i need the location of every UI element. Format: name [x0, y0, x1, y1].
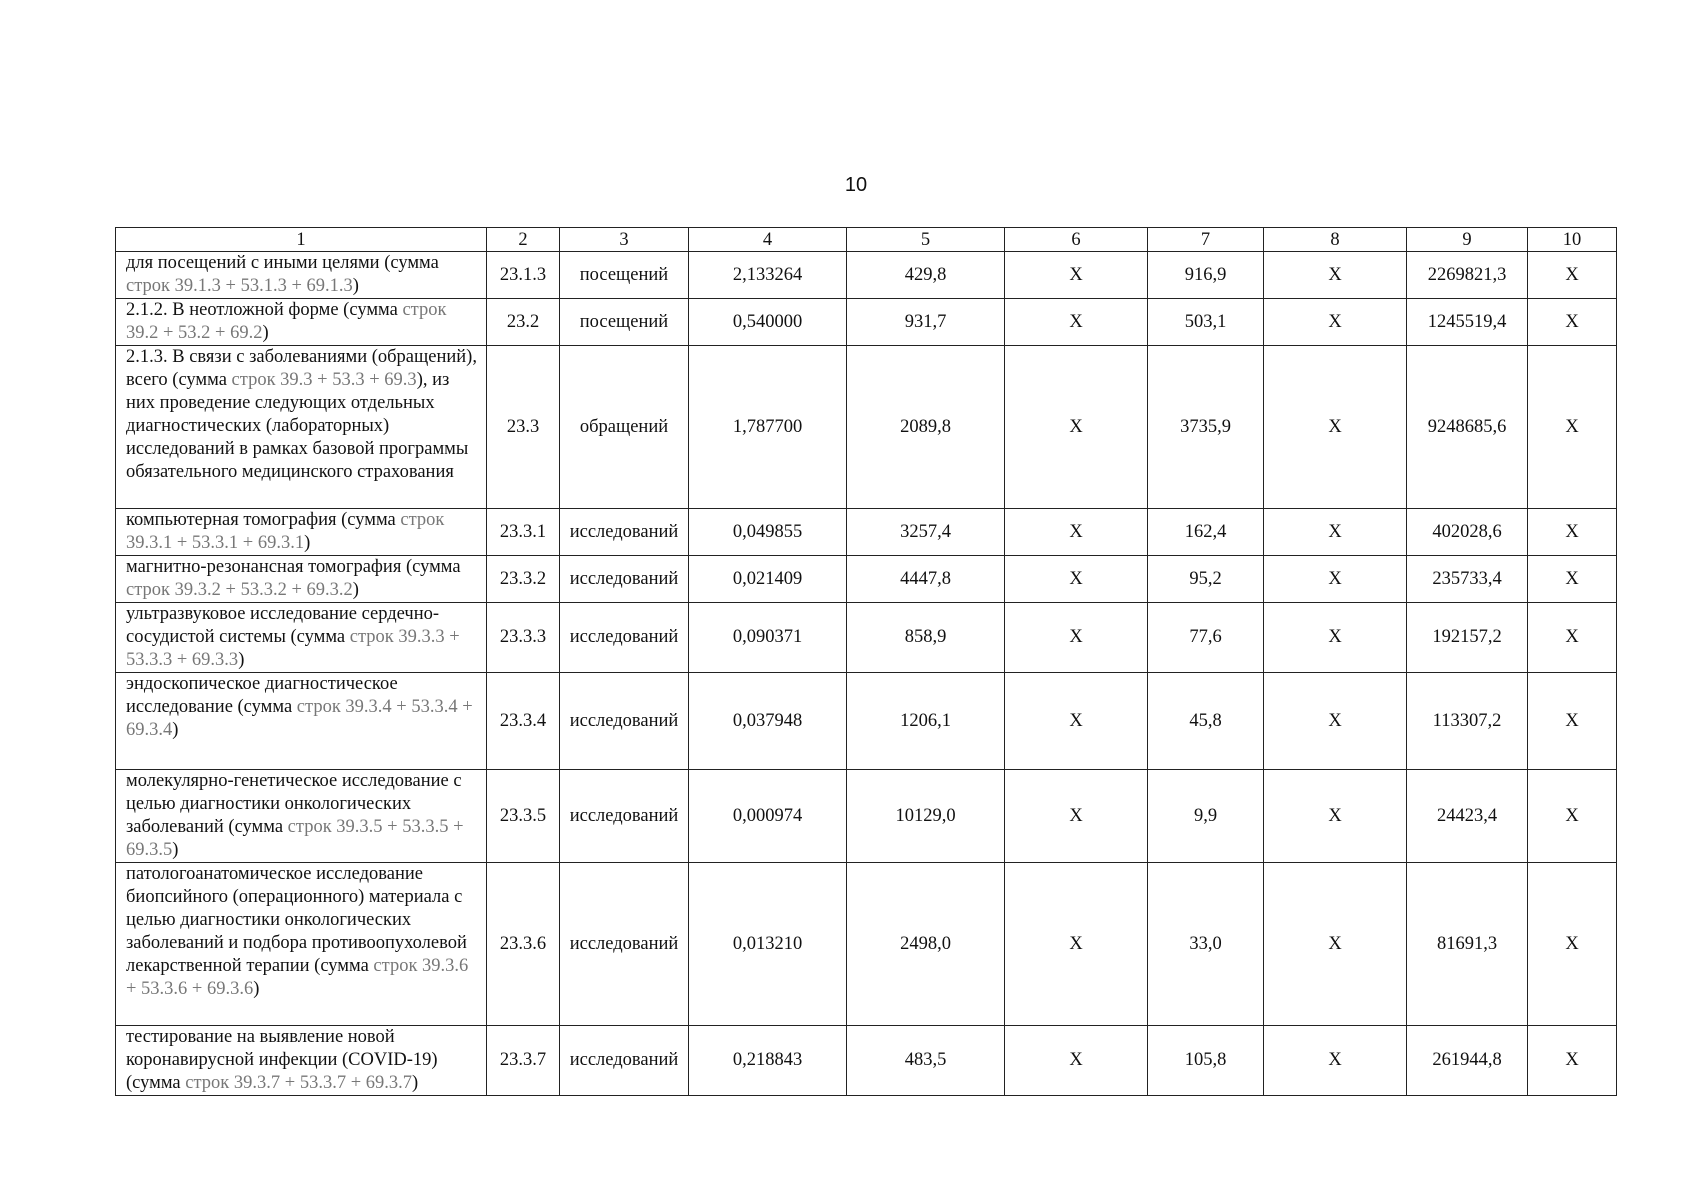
row-unit-cell: исследований: [560, 603, 689, 673]
row-value-col6: X: [1005, 252, 1148, 299]
row-value-col10: X: [1528, 346, 1617, 509]
row-value-col8: X: [1264, 299, 1407, 346]
row-value-col7: 3735,9: [1148, 346, 1264, 509]
row-value-col7: 77,6: [1148, 603, 1264, 673]
row-value-col5: 2498,0: [847, 863, 1005, 1026]
row-label-ref: строк 39.3.3 + 53.3.3 + 69.3.3: [126, 627, 460, 670]
row-label-cell: [116, 252, 487, 299]
table-row: [116, 1026, 1617, 1096]
row-label-ref: строк 39.3 + 53.3 + 69.3: [231, 370, 417, 390]
row-value-col10: X: [1528, 770, 1617, 863]
table-row: [116, 556, 1617, 603]
row-label-cell: [116, 863, 487, 1026]
row-label-text: ): [352, 580, 359, 600]
row-label-text: ): [172, 720, 179, 740]
row-label-text: молекулярно-генетическое исследование с целью диагностики онкологических заболеваний (сумма: [126, 771, 462, 837]
row-value-col7: 45,8: [1148, 673, 1264, 770]
column-header: 8: [1264, 228, 1407, 252]
row-label-cell: [116, 603, 487, 673]
column-header: 6: [1005, 228, 1148, 252]
row-value-col10: X: [1528, 556, 1617, 603]
row-value-col4: 0,049855: [689, 509, 847, 556]
row-code-cell: 23.1.3: [487, 252, 560, 299]
row-value-col5: 1206,1: [847, 673, 1005, 770]
row-label-text: для посещений с иными целями (сумма: [126, 253, 439, 273]
row-value-col4: 0,000974: [689, 770, 847, 863]
row-value-col5: 4447,8: [847, 556, 1005, 603]
row-value-col7: 33,0: [1148, 863, 1264, 1026]
column-header: 9: [1407, 228, 1528, 252]
row-value-col8: X: [1264, 770, 1407, 863]
row-unit-cell: обращений: [560, 346, 689, 509]
row-value-col5: 2089,8: [847, 346, 1005, 509]
row-code-cell: 23.3: [487, 346, 560, 509]
row-value-col9: 261944,8: [1407, 1026, 1528, 1096]
row-value-col6: X: [1005, 673, 1148, 770]
row-value-col6: X: [1005, 556, 1148, 603]
row-value-col10: X: [1528, 863, 1617, 1026]
row-value-col4: 2,133264: [689, 252, 847, 299]
row-value-col7: 503,1: [1148, 299, 1264, 346]
row-label-text: магнитно-резонансная томография (сумма: [126, 557, 461, 577]
row-value-col6: X: [1005, 863, 1148, 1026]
column-header: 3: [560, 228, 689, 252]
table-row: [116, 299, 1617, 346]
row-label-text: ): [412, 1073, 419, 1093]
row-value-col4: 0,013210: [689, 863, 847, 1026]
row-label-cell: [116, 556, 487, 603]
row-unit-cell: исследований: [560, 556, 689, 603]
row-label-text: ): [304, 533, 311, 553]
row-value-col6: X: [1005, 603, 1148, 673]
row-value-col6: X: [1005, 770, 1148, 863]
table-row: [116, 603, 1617, 673]
row-label-ref: строк 39.3.7 + 53.3.7 + 69.3.7: [185, 1073, 413, 1093]
row-value-col9: 24423,4: [1407, 770, 1528, 863]
row-code-cell: 23.3.5: [487, 770, 560, 863]
row-value-col6: X: [1005, 346, 1148, 509]
row-value-col5: 483,5: [847, 1026, 1005, 1096]
row-code-cell: 23.3.6: [487, 863, 560, 1026]
row-label-text: тестирование на выявление новой коронавирусной инфекции (COVID-19) (сумма: [126, 1027, 438, 1093]
row-unit-cell: исследований: [560, 1026, 689, 1096]
row-unit-cell: посещений: [560, 299, 689, 346]
row-label-ref: строк 39.3.6 + 53.3.6 + 69.3.6: [126, 956, 469, 999]
row-label-ref: строк 39.1.3 + 53.1.3 + 69.1.3: [126, 276, 353, 296]
row-value-col5: 429,8: [847, 252, 1005, 299]
row-code-cell: 23.3.1: [487, 509, 560, 556]
row-value-col9: 113307,2: [1407, 673, 1528, 770]
row-label-text: ультразвуковое исследование сердечно-сосудистой системы (сумма: [126, 604, 440, 647]
table-row: [116, 673, 1617, 770]
row-label-text: компьютерная томография (сумма: [126, 510, 401, 530]
row-value-col6: X: [1005, 509, 1148, 556]
row-value-col9: 9248685,6: [1407, 346, 1528, 509]
row-unit-cell: исследований: [560, 770, 689, 863]
row-value-col8: X: [1264, 603, 1407, 673]
row-value-col6: X: [1005, 299, 1148, 346]
row-label-text: ): [262, 323, 269, 343]
row-label-ref: строк 39.2 + 53.2 + 69.2: [126, 300, 447, 343]
row-value-col9: 81691,3: [1407, 863, 1528, 1026]
row-value-col4: 1,787700: [689, 346, 847, 509]
row-value-col7: 162,4: [1148, 509, 1264, 556]
row-label-text: 2.1.3. В связи с заболеваниями (обращений), всего (сумма: [126, 347, 477, 390]
row-label-ref: строк 39.3.1 + 53.3.1 + 69.3.1: [126, 510, 445, 553]
row-value-col6: X: [1005, 1026, 1148, 1096]
column-header: 4: [689, 228, 847, 252]
row-unit-cell: исследований: [560, 673, 689, 770]
table-header-row: [116, 228, 1617, 252]
row-value-col4: 0,090371: [689, 603, 847, 673]
column-header: 1: [116, 228, 487, 252]
row-value-col8: X: [1264, 509, 1407, 556]
row-value-col7: 95,2: [1148, 556, 1264, 603]
column-header: 7: [1148, 228, 1264, 252]
row-label-text: эндоскопическое диагностическое исследование (сумма: [126, 674, 398, 717]
row-value-col8: X: [1264, 673, 1407, 770]
row-value-col9: 235733,4: [1407, 556, 1528, 603]
row-value-col7: 916,9: [1148, 252, 1264, 299]
row-label-text: патологоанатомическое исследование биопсийного (операционного) материала с целью диагностики онкологических заболеваний и подбора противоопухолевой лекарственной терапии (сумма: [126, 864, 467, 976]
table-row: [116, 509, 1617, 556]
row-value-col5: 858,9: [847, 603, 1005, 673]
row-value-col4: 0,218843: [689, 1026, 847, 1096]
row-value-col10: X: [1528, 673, 1617, 770]
row-value-col8: X: [1264, 556, 1407, 603]
row-label-text: ): [253, 979, 260, 999]
row-value-col10: X: [1528, 252, 1617, 299]
row-value-col9: 2269821,3: [1407, 252, 1528, 299]
row-label-cell: [116, 346, 487, 509]
row-value-col5: 931,7: [847, 299, 1005, 346]
row-value-col10: X: [1528, 509, 1617, 556]
row-value-col4: 0,037948: [689, 673, 847, 770]
column-header: 2: [487, 228, 560, 252]
row-value-col10: X: [1528, 603, 1617, 673]
row-label-text: ): [352, 276, 359, 296]
row-unit-cell: исследований: [560, 863, 689, 1026]
column-header: 10: [1528, 228, 1617, 252]
table-row: [116, 252, 1617, 299]
row-value-col8: X: [1264, 346, 1407, 509]
row-value-col9: 402028,6: [1407, 509, 1528, 556]
row-value-col9: 1245519,4: [1407, 299, 1528, 346]
row-label-text: 2.1.2. В неотложной форме (сумма: [126, 300, 403, 320]
row-code-cell: 23.3.7: [487, 1026, 560, 1096]
row-value-col4: 0,021409: [689, 556, 847, 603]
row-value-col4: 0,540000: [689, 299, 847, 346]
row-value-col8: X: [1264, 1026, 1407, 1096]
table-row: [116, 346, 1617, 509]
column-header: 5: [847, 228, 1005, 252]
row-label-ref: строк 39.3.5 + 53.3.5 + 69.3.5: [126, 817, 464, 860]
row-label-ref: строк 39.3.2 + 53.3.2 + 69.3.2: [126, 580, 353, 600]
row-value-col5: 3257,4: [847, 509, 1005, 556]
row-value-col7: 105,8: [1148, 1026, 1264, 1096]
row-code-cell: 23.3.3: [487, 603, 560, 673]
table-row: [116, 770, 1617, 863]
row-label-text: ): [238, 650, 245, 670]
row-label-text: ), из них проведение следующих отдельных диагностических (лабораторных) исследований в рамках базовой программы обязательного медицинского страхования: [126, 370, 469, 482]
data-table: [115, 227, 1617, 1096]
row-value-col10: X: [1528, 1026, 1617, 1096]
row-unit-cell: исследований: [560, 509, 689, 556]
row-label-cell: [116, 770, 487, 863]
row-label-cell: [116, 673, 487, 770]
row-value-col5: 10129,0: [847, 770, 1005, 863]
row-label-cell: [116, 299, 487, 346]
row-unit-cell: посещений: [560, 252, 689, 299]
table-row: [116, 863, 1617, 1026]
row-value-col9: 192157,2: [1407, 603, 1528, 673]
row-value-col7: 9,9: [1148, 770, 1264, 863]
row-value-col8: X: [1264, 863, 1407, 1026]
row-value-col10: X: [1528, 299, 1617, 346]
row-code-cell: 23.3.2: [487, 556, 560, 603]
row-label-cell: [116, 509, 487, 556]
row-code-cell: 23.2: [487, 299, 560, 346]
row-value-col8: X: [1264, 252, 1407, 299]
page-number: 10: [844, 174, 868, 196]
row-code-cell: 23.3.4: [487, 673, 560, 770]
row-label-text: ): [172, 840, 179, 860]
row-label-ref: строк 39.3.4 + 53.3.4 + 69.3.4: [126, 697, 473, 740]
row-label-cell: [116, 1026, 487, 1096]
